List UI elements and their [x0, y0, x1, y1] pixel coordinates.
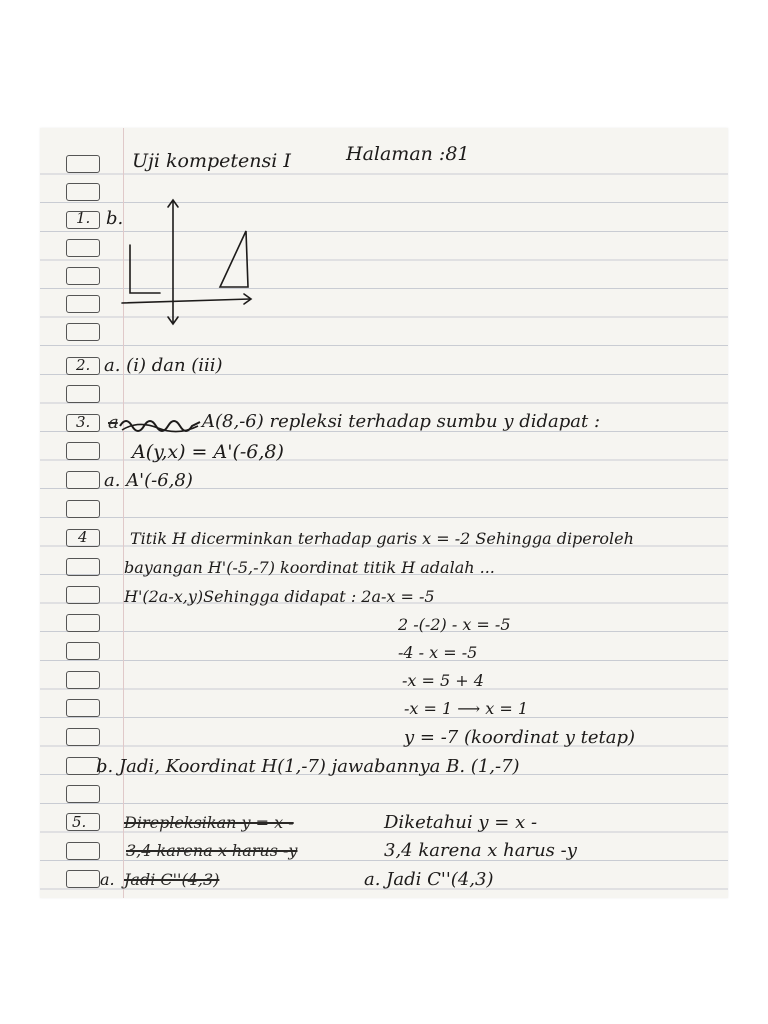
q4-step-1: 2 -(-2) - x = -5	[398, 615, 511, 634]
margin-box	[66, 728, 100, 746]
margin-box	[66, 267, 100, 285]
answer-5: a. Jadi C''(4,3)	[364, 869, 494, 890]
answer-1: b.	[106, 208, 124, 229]
scribble-mark	[118, 414, 202, 436]
margin-box	[66, 183, 100, 201]
struck-line-2: 3,4 karena x harus -y	[126, 841, 298, 860]
margin-box	[66, 671, 100, 689]
margin-box	[66, 757, 100, 775]
margin-box	[66, 614, 100, 632]
margin-box	[66, 842, 100, 860]
margin-box	[66, 642, 100, 660]
question-number-4: 4	[78, 528, 88, 546]
margin-box	[66, 442, 100, 460]
q4-line-2: bayangan H'(-5,-7) koordinat titik H adalah ...	[124, 558, 495, 577]
margin-box	[66, 323, 100, 341]
exercise-title: Uji kompetensi I	[132, 150, 291, 172]
margin-box	[66, 699, 100, 717]
q4-line-1: Titik H dicerminkan terhadap garis x = -2 Sehingga diperoleh	[130, 529, 634, 548]
q4-step-5: y = -7 (koordinat y tetap)	[404, 727, 636, 748]
page-number: Halaman :81	[346, 143, 470, 165]
question-number-5: 5.	[72, 813, 87, 831]
margin-box	[66, 785, 100, 803]
question-number-1: 1.	[76, 209, 91, 227]
margin-box	[66, 295, 100, 313]
margin-box	[66, 558, 100, 576]
margin-box	[66, 500, 100, 518]
answer-4: b. Jadi, Koordinat H(1,-7) jawabannya B. (1,-7)	[96, 756, 520, 777]
q5-letter: a.	[100, 870, 115, 889]
x-axis	[122, 299, 250, 303]
q3-line-1: A(8,-6) repleksi terhadap sumbu y didapat :	[202, 411, 601, 432]
q4-step-2: -4 - x = -5	[398, 643, 478, 662]
struck-line-3: Jadi C''(4,3)	[124, 870, 220, 889]
answer-2: a. (i) dan (iii)	[104, 355, 223, 376]
reflected-shape	[130, 245, 160, 293]
question-number-2: 2.	[76, 356, 91, 374]
q5-line-2: 3,4 karena x harus -y	[384, 840, 577, 861]
q4-step-3: -x = 5 + 4	[402, 671, 484, 690]
original-triangle	[220, 231, 248, 287]
margin-box	[66, 471, 100, 489]
margin-box	[66, 385, 100, 403]
scribbled-text: a	[108, 412, 118, 433]
margin-box	[66, 155, 100, 173]
margin-box	[66, 239, 100, 257]
q3-line-2: A(y,x) = A'(-6,8)	[132, 441, 284, 463]
reflection-sketch	[116, 195, 262, 329]
margin-box	[66, 870, 100, 888]
struck-line-1: Direpleksikan y = x -	[124, 813, 294, 832]
answer-3: a. A'(-6,8)	[104, 470, 193, 491]
question-number-3: 3.	[76, 413, 91, 431]
margin-box	[66, 586, 100, 604]
q4-line-3: H'(2a-x,y)Sehingga didapat : 2a-x = -5	[124, 587, 435, 606]
q4-step-4: -x = 1 ⟶ x = 1	[404, 699, 529, 718]
q5-line-1: Diketahui y = x -	[384, 812, 538, 833]
